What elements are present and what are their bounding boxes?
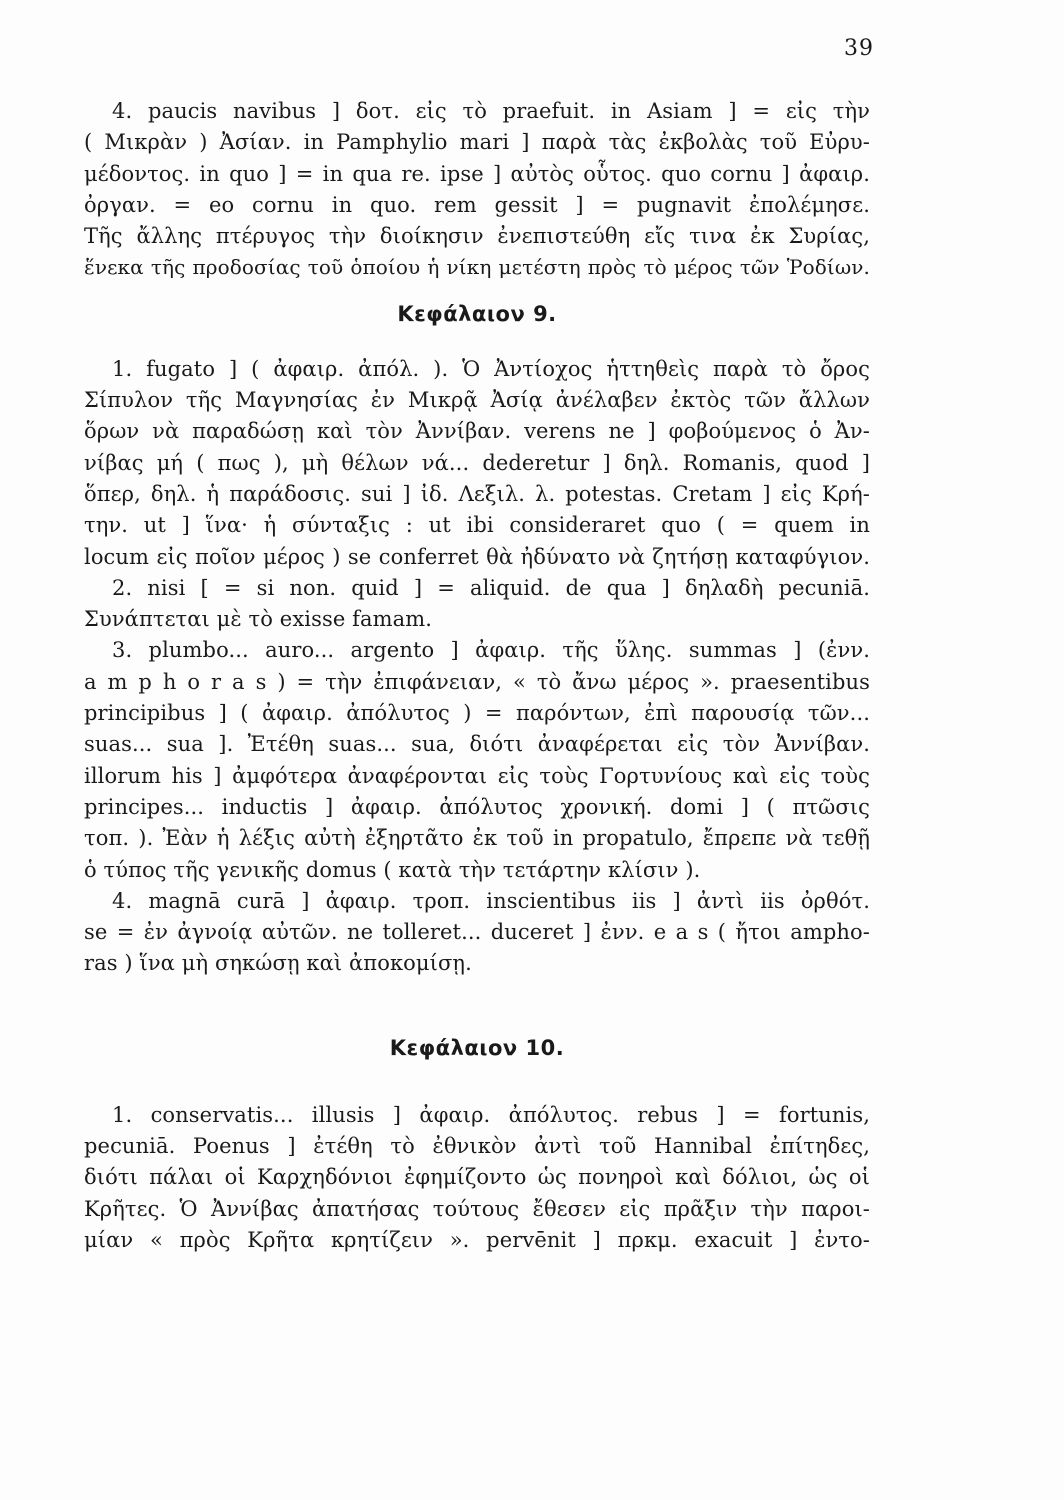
text-line: suas... sua ]. Ἐτέθη suas... sua, διότι ἀναφέρεται εἰς τὸν Ἀννίβαν. bbox=[84, 732, 870, 757]
text-line: ἕνεκα τῆς προδοσίας τοῦ ὁποίου ἡ νίκη μετέστη πρὸς τὸ μέρος τῶν Ῥοδίων. bbox=[84, 255, 870, 280]
chapter-9-body bbox=[84, 354, 870, 980]
page-number: 39 bbox=[844, 36, 874, 61]
text-line: 1. fugato ] ( ἀφαιρ. ἀπόλ. ). Ὁ Ἀντίοχος ἡττηθεὶς παρὰ τὸ ὄρος bbox=[112, 356, 870, 381]
text-line: se = ἐν ἀγνοίᾳ αὐτῶν. ne tolleret... duceret ] ἐνν. e a s ( ἤτοι ampho- bbox=[84, 920, 870, 945]
chapter-10-body bbox=[84, 1100, 870, 1256]
text-line: 4. paucis navibus ] δοτ. εἰς τὸ praefuit. in Asiam ] = εἰς τὴν bbox=[112, 99, 870, 123]
text-line: ras ) ἵνα μὴ σηκώσῃ καὶ ἀποκομίσῃ. bbox=[84, 951, 472, 976]
chapter-9-heading: Κεφάλαιον 9. bbox=[397, 301, 557, 326]
text-line: ὁ τύπος τῆς γενικῆς domus ( κατὰ τὴν τετάρτην κλίσιν ). bbox=[84, 857, 701, 882]
text-line: illorum his ] ἀμφότερα ἀναφέρονται εἰς τοὺς Γορτυνίους καὶ εἰς τοὺς bbox=[84, 763, 870, 788]
text-line: locum εἰς ποῖον μέρος ) se conferret θὰ ἠδύνατο νὰ ζητήσῃ καταφύγιον. bbox=[84, 544, 870, 569]
text-line: Κρῆτες. Ὁ Ἀννίβας ἀπατήσας τούτους ἔθεσεν εἰς πρᾶξιν τὴν παροι- bbox=[84, 1196, 870, 1221]
text-line: νίβας μή ( πως ), μὴ θέλων νά... dederetur ] δηλ. Romanis, quod ] bbox=[84, 450, 870, 475]
text-line: ὅρων νὰ παραδώσῃ καὶ τὸν Ἀννίβαν. verens ne ] φοβούμενος ὁ Ἀν- bbox=[84, 419, 870, 444]
chapter-8-end bbox=[84, 96, 870, 284]
text-line: principes... inductis ] ἀφαιρ. ἀπόλυτος χρονική. domi ] ( πτῶσις bbox=[84, 794, 870, 819]
text-line: 1. conservatis... illusis ] ἀφαιρ. ἀπόλυτος. rebus ] = fortunis, bbox=[112, 1102, 870, 1127]
text-line: Τῆς ἄλλης πτέρυγος τὴν διοίκησιν ἐνεπιστεύθη εἴς τινα ἐκ Συρίας, bbox=[84, 224, 870, 249]
text-block bbox=[84, 96, 870, 1256]
text-line: ὀργαν. = eo cornu in quo. rem gessit ] = pugnavit ἐπολέμησε. bbox=[84, 192, 870, 217]
chapter-10-heading: Κεφάλαιον 10. bbox=[389, 1035, 565, 1060]
text-line: μίαν « πρὸς Κρῆτα κρητίζειν ». pervēnit ] πρκμ. exacuit ] ἐντο- bbox=[84, 1227, 870, 1252]
text-line: ὅπερ, δηλ. ἡ παράδοσις. sui ] ἰδ. Λεξιλ. λ. potestas. Cretam ] εἰς Κρή- bbox=[84, 481, 870, 506]
text-line: Σίπυλον τῆς Μαγνησίας ἐν Μικρᾷ Ἀσίᾳ ἀνέλαβεν ἐκτὸς τῶν ἄλλων bbox=[84, 388, 870, 413]
text-line: 2. nisi [ = si non. quid ] = aliquid. de qua ] δηλαδὴ pecuniā. bbox=[112, 575, 870, 600]
text-line: pecuniā. Poenus ] ἐτέθη τὸ ἐθνικὸν ἀντὶ τοῦ Hannibal ἐπίτηδες, bbox=[84, 1134, 870, 1159]
text-line: μέδοντος. in quo ] = in qua re. ipse ] αὐτὸς οὗτος. quo cornu ] ἀφαιρ. bbox=[84, 161, 870, 186]
text-line: Συνάπτεται μὲ τὸ exisse famam. bbox=[84, 607, 433, 632]
text-line: ( Μικρὰν ) Ἀσίαν. in Pamphylio mari ] παρὰ τὰς ἐκβολὰς τοῦ Εὐρυ- bbox=[84, 130, 870, 155]
text-line: 3. plumbo... auro... argento ] ἀφαιρ. τῆς ὕλης. summas ] (ἐνν. bbox=[112, 638, 870, 663]
text-line: 4. magnā curā ] ἀφαιρ. τροπ. inscientibus iis ] ἀντὶ iis ὀρθότ. bbox=[112, 888, 870, 913]
text-line: την. ut ] ἵνα· ἡ σύνταξις : ut ibi consideraret quo ( = quem in bbox=[84, 513, 870, 538]
text-line: διότι πάλαι οἱ Καρχηδόνιοι ἐφημίζοντο ὡς πονηροὶ καὶ δόλιοι, ὡς οἱ bbox=[84, 1165, 870, 1190]
text-line: principibus ] ( ἀφαιρ. ἀπόλυτος ) = παρόντων, ἐπὶ παρουσίᾳ τῶν... bbox=[84, 701, 870, 726]
text-line: τοπ. ). Ἐὰν ἡ λέξις αὐτὴ ἐξηρτᾶτο ἐκ τοῦ in propatulo, ἔπρεπε νὰ τεθῇ bbox=[84, 826, 870, 851]
text-line: a m p h o r a s ) = τὴν ἐπιφάνειαν, « τὸ ἄνω μέρος ». praesentibus bbox=[84, 669, 870, 694]
